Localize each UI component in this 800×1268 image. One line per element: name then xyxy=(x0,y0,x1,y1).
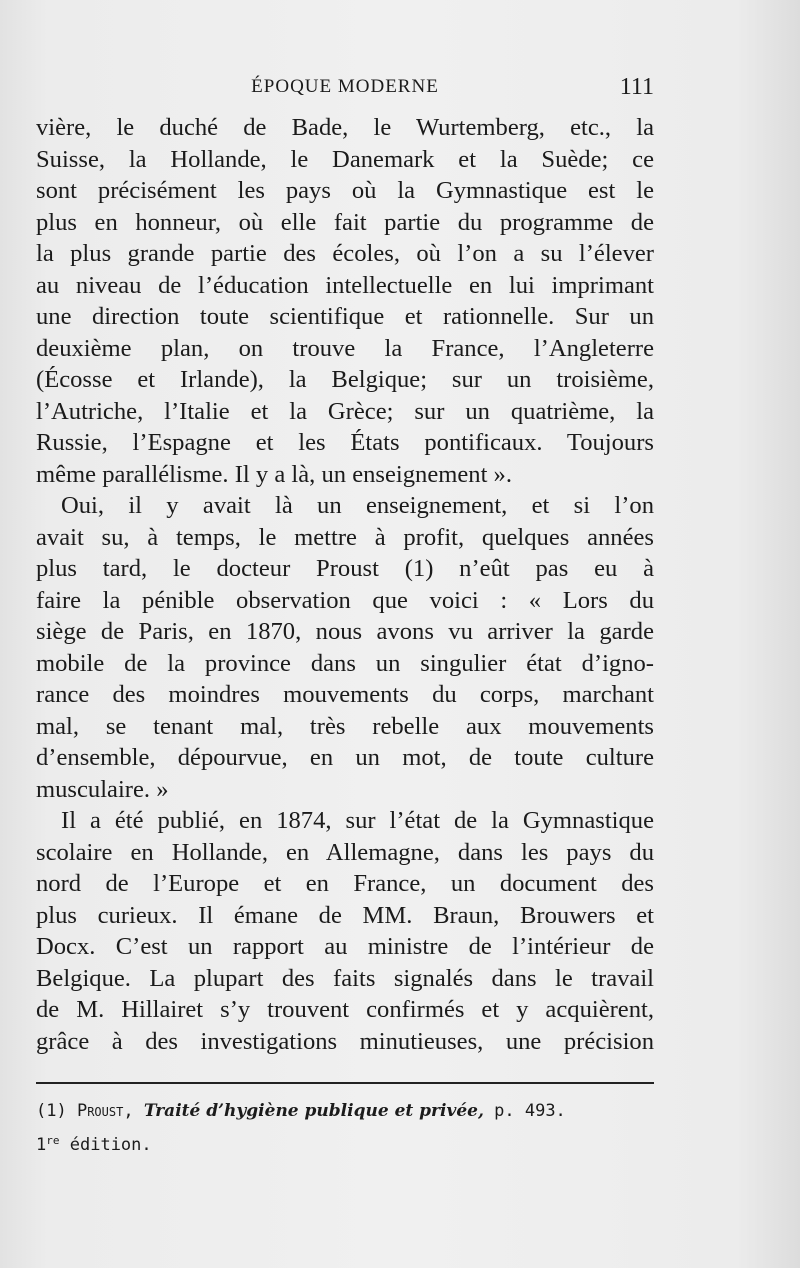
text-line: mobile de la province dans un singulier état d’igno- xyxy=(36,649,654,677)
paragraph-2 xyxy=(36,490,654,805)
text-line: Oui, il y avait là un enseignement, et si l’on xyxy=(61,492,654,519)
text-line: sont précisément les pays où la Gymnastique est le xyxy=(36,177,654,204)
running-head: ÉPOQUE MODERNE xyxy=(251,76,439,97)
text-line: vière, le duché de Bade, le Wurtemberg, etc., la xyxy=(36,114,654,141)
text-line: Il a été publié, en 1874, sur l’état de la Gymnastique xyxy=(61,807,654,834)
text-line: la plus grande partie des écoles, où l’on a su l’élever xyxy=(36,240,654,267)
page-number: 111 xyxy=(619,74,654,100)
text-line: grâce à des investigations minutieuses, une précision xyxy=(36,1027,654,1055)
text-line: rance des moindres mouvements du corps, marchant xyxy=(36,681,654,708)
footnote-edition-number: 1 xyxy=(36,1135,47,1155)
text-line: une direction toute scientifique et rationnelle. Sur un xyxy=(36,303,654,330)
text-line: mal, se tenant mal, très rebelle aux mouvements xyxy=(36,712,654,740)
footnote xyxy=(36,1096,654,1160)
text-line: plus en honneur, où elle fait partie du programme de xyxy=(36,208,654,236)
text-line: deuxième plan, on trouve la France, l’Angleterre xyxy=(36,334,654,362)
text-line: Russie, l’Espagne et les États pontificaux. Toujours xyxy=(36,429,654,456)
body-text xyxy=(36,112,654,1057)
text-line: musculaire. » xyxy=(36,775,169,803)
text-line: de M. Hillairet s’y trouvent confirmés et y acquièrent, xyxy=(36,996,654,1023)
text-line: avait su, à temps, le mettre à profit, quelques années xyxy=(36,523,654,551)
paragraph-1 xyxy=(36,112,654,490)
text-line: faire la pénible observation que voici : « Lors du xyxy=(36,586,654,614)
footnote-author: Proust, xyxy=(76,1101,134,1121)
footnote-divider xyxy=(36,1082,654,1084)
text-line: plus curieux. Il émane de MM. Braun, Brouwers et xyxy=(36,901,654,929)
footnote-edition-word: édition. xyxy=(69,1135,152,1155)
text-line: d’ensemble, dépourvue, en un mot, de toute culture xyxy=(36,744,654,771)
text-line: plus tard, le docteur Proust (1) n’eût pas eu à xyxy=(36,555,654,582)
text-line: (Écosse et Irlande), la Belgique; sur un troisième, xyxy=(36,366,654,393)
text-line: Belgique. La plupart des faits signalés dans le travail xyxy=(36,964,654,992)
footnote-marker: (1) xyxy=(36,1101,67,1121)
text-line: scolaire en Hollande, en Allemagne, dans les pays du xyxy=(36,838,654,866)
footnote-line-1 xyxy=(36,1096,654,1126)
footnote-edition-suffix: re xyxy=(46,1134,60,1147)
text-line: Docx. C’est un rapport au ministre de l’intérieur de xyxy=(36,933,654,960)
text-line: siège de Paris, en 1870, nous avons vu arriver la garde xyxy=(36,618,654,645)
text-line: Suisse, la Hollande, le Danemark et la Suède; ce xyxy=(36,145,654,173)
footnote-title: Traité d’hygiène publique et privée, xyxy=(143,1101,484,1121)
footnote-line-2 xyxy=(36,1126,654,1160)
text-line: au niveau de l’éducation intellectuelle en lui imprimant xyxy=(36,271,654,299)
page-header xyxy=(36,74,654,104)
text-line: nord de l’Europe et en France, un document des xyxy=(36,870,654,897)
footnote-page-ref: p. 493. xyxy=(494,1101,566,1121)
text-line: l’Autriche, l’Italie et la Grèce; sur un quatrième, la xyxy=(36,397,654,425)
text-line: même parallélisme. Il y a là, un enseignement ». xyxy=(36,460,512,488)
paragraph-3 xyxy=(36,805,654,1057)
